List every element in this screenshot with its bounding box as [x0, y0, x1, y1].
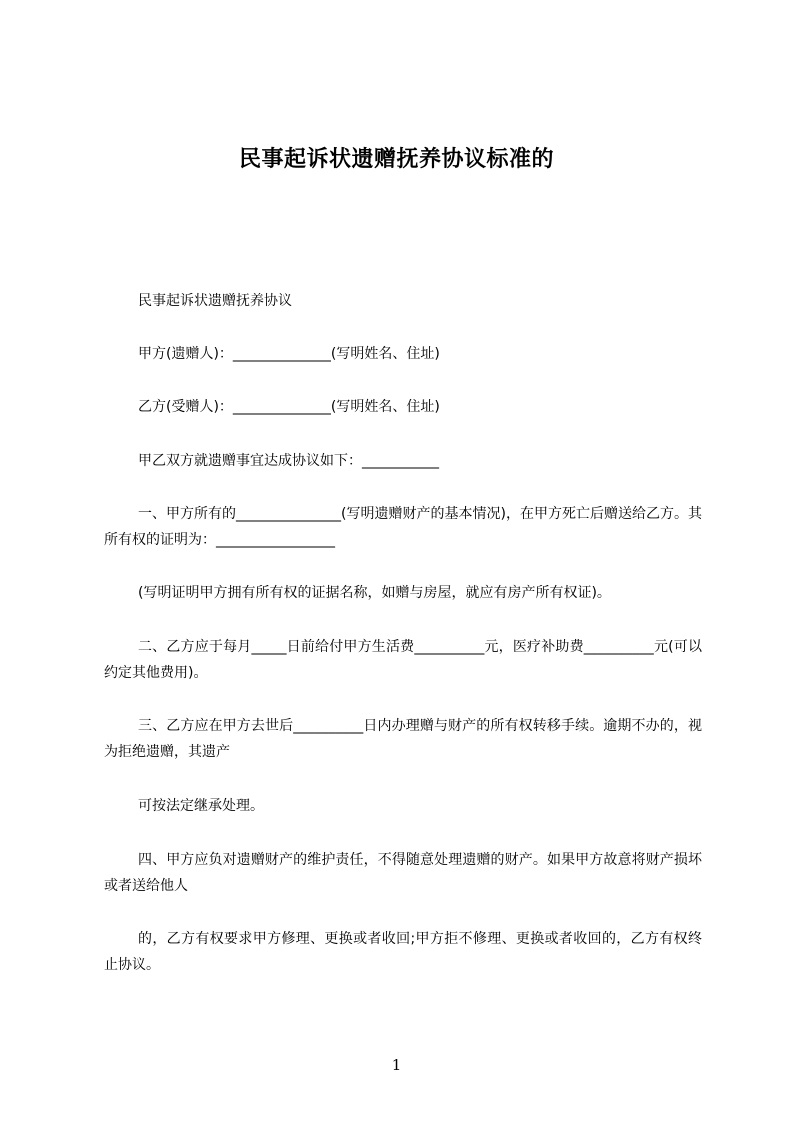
paragraph-agreement-intro: 甲乙双方就遗赠事宜达成协议如下：___________: [138, 453, 439, 469]
document-title: 民事起诉状遗赠抚养协议标准的: [238, 147, 554, 172]
paragraph-clause-4: 四、甲方应负对遗赠财产的维护责任，不得随意处理遗赠的财产。如果甲方故意将财产损坏或者送给他人: [104, 852, 702, 894]
paragraph-clause-1-note: (写明证明甲方拥有所有权的证据名称，如赠与房屋，就应有房产所有权证)。: [138, 585, 611, 601]
paragraph-party-b: 乙方(受赠人)：______________(写明姓名、住址): [138, 399, 440, 415]
paragraph-party-a: 甲方(遗赠人)：______________(写明姓名、住址): [138, 346, 440, 362]
paragraph-clause-1: 一、甲方所有的_______________(写明遗赠财产的基本情况)，在甲方死亡后赠送给乙方。其所有权的证明为：_________________: [104, 506, 702, 548]
page-number: 1: [391, 1056, 402, 1074]
paragraph-clause-2: 二、乙方应于每月_____日前给付甲方生活费__________元，医疗补助费__________元(可以约定其他费用)。: [104, 639, 702, 681]
paragraph-clause-4-cont: 的，乙方有权要求甲方修理、更换或者收回;甲方拒不修理、更换或者收回的，乙方有权终止协议。: [104, 931, 702, 973]
paragraph-clause-3: 三、乙方应在甲方去世后__________日内办理赠与财产的所有权转移手续。逾期不办的，视为拒绝遗赠，其遗产: [104, 718, 702, 760]
paragraph-clause-3-cont: 可按法定继承处理。: [138, 798, 264, 814]
paragraph-heading: 民事起诉状遗赠抚养协议: [138, 293, 292, 309]
